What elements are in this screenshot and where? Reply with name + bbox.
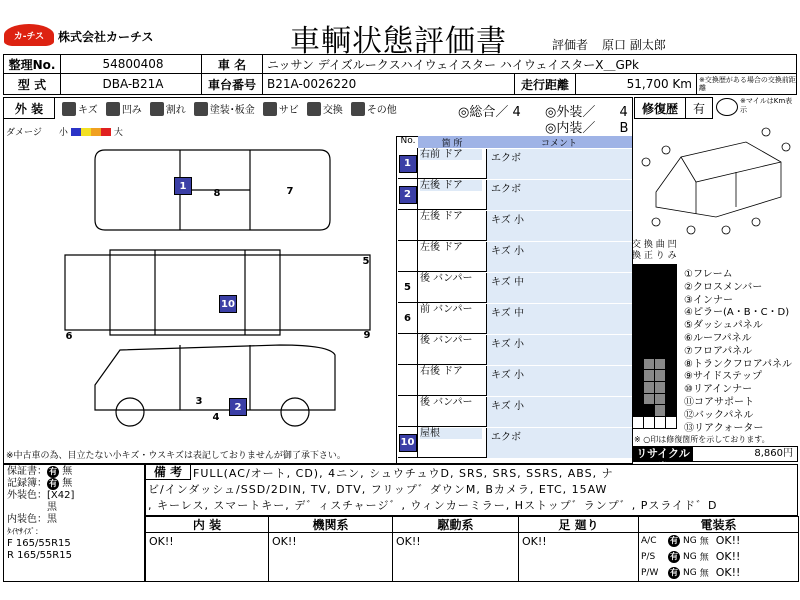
repair-grid-cell — [633, 276, 644, 288]
bottom-header: 機関系 — [268, 516, 393, 533]
repair-item: ⑥ルーフパネル — [684, 333, 752, 344]
yu-badge: 有 — [670, 535, 678, 545]
page-title: 車輌状態評価書 — [290, 24, 507, 59]
daiban-value: B21A-0026220 — [262, 73, 515, 95]
repair-col-labels: 交 換 曲 凹 換 正 り み — [632, 240, 677, 261]
comment-row — [398, 272, 632, 303]
gaiso-color-row: 外装色：[X42] — [7, 490, 75, 501]
comment-no: 9 — [399, 403, 417, 421]
repair-grid-cell — [655, 300, 666, 312]
repair-grid-cell — [655, 405, 666, 417]
evaluator-name: 原口 副太郎 — [602, 38, 666, 52]
shamei-value: ニッサン デイズルークスハイウェイスター ハイウェイスターX＿GPk — [262, 54, 797, 74]
repair-grid-cell — [655, 335, 666, 347]
comment-no: 8 — [399, 372, 417, 390]
yu-badge: 有 — [670, 567, 678, 577]
repair-item: ⑦フロアパネル — [684, 345, 753, 357]
repair-item: ⑧トランクフロアパネル — [684, 358, 792, 370]
repair-grid-cell — [666, 335, 677, 347]
elec-row — [641, 534, 740, 547]
tire-rear: R 165/55R15 — [7, 550, 72, 561]
replace-icon — [307, 102, 321, 116]
elec-row — [641, 550, 740, 563]
legend-sabi: サビ — [263, 101, 299, 116]
repair-grid-cell — [655, 288, 666, 300]
naiso-color-row: 内装色：黒 — [7, 514, 57, 525]
repair-grid-cell — [655, 416, 666, 428]
repair-grid-cell — [666, 358, 677, 370]
repair-grid-cell — [655, 276, 666, 288]
comment-row — [398, 365, 632, 396]
repair-grid-cell — [633, 335, 644, 347]
elec-value: OK!! — [715, 534, 741, 547]
mu-label: 無 — [699, 553, 709, 563]
comment-no: 3 — [399, 217, 417, 235]
repair-grid-cell — [644, 265, 655, 277]
repair-grid-cell — [633, 265, 644, 277]
comment-row — [398, 210, 632, 241]
damage-marker: 1 — [174, 177, 192, 195]
scratch-icon — [62, 102, 76, 116]
repair-grid-cell — [633, 346, 644, 358]
bottom-header: 駆動系 — [392, 516, 519, 533]
comment-text: エクボ — [486, 149, 632, 179]
comment-part: 後 バンパー — [420, 273, 473, 284]
legend-ware: 割れ — [150, 101, 186, 116]
repair-grid-cell — [644, 346, 655, 358]
damage-color-swatch — [91, 128, 101, 136]
evaluator-label: 評価者 — [552, 38, 589, 52]
damage-marker: 2 — [229, 398, 247, 416]
comment-row — [398, 179, 632, 210]
comment-part: 右前 ドア — [420, 149, 482, 160]
damage-color-swatch — [101, 128, 111, 136]
biko-line1: FULL(AC/オート, CD), 4ニン, シュウチュウD, SRS, SRS, SSRS, ABS, ナ — [193, 467, 614, 480]
biko-label: 備 考 — [145, 464, 191, 480]
repair-note: ※ ○印は修復箇所を示しております。 — [634, 435, 770, 444]
elec-key: P/W — [641, 567, 659, 578]
paint-icon — [194, 102, 208, 116]
damage-marker: 8 — [208, 184, 226, 202]
comment-part: 屋根 — [420, 428, 482, 439]
repair-grid-cell — [666, 265, 677, 277]
repair-grid-cell — [633, 300, 644, 312]
bottom-header: 足 廻り — [518, 516, 639, 533]
car-plan-view — [65, 250, 370, 335]
damage-marker: 9 — [358, 326, 376, 344]
small-scratch-note: ※中古車の為、目立たない小キズ・ウスキズは表記しておりませんが御了承下さい。 — [6, 451, 346, 461]
comment-part: 左後 ドア — [420, 180, 482, 191]
damage-marker: 6 — [60, 327, 78, 345]
sogo-score: ◎総合／ 4 — [458, 105, 521, 120]
elec-value: OK!! — [715, 566, 741, 579]
comment-no: 4 — [399, 248, 417, 266]
hosho-row: 保証書： 有 無 — [7, 466, 73, 477]
repair-grid-cell — [633, 405, 644, 417]
bottom-header: 電装系 — [638, 516, 799, 533]
shufuku-value: 有 — [685, 97, 713, 119]
repair-grid-cell — [644, 381, 655, 393]
repair-grid-cell — [655, 265, 666, 277]
repair-grid-cell — [633, 381, 644, 393]
biko-line2: ビ/インダッシュ/SSD/2DIN, TV, DTV, フリップ゛ダウンM, Bカメラ, ETC, 15AW — [148, 483, 608, 496]
kiroku-row: 記録簿： 有 無 — [7, 478, 73, 489]
legend-sonota: その他 — [351, 101, 397, 116]
katashiki-value: DBA-B21A — [60, 73, 202, 95]
tire-label: ﾀｲﾔｻｲｽﾞ： — [7, 527, 43, 536]
repair-grid-cell — [644, 393, 655, 405]
comment-no: 2 — [399, 186, 417, 204]
elec-key: A/C — [641, 535, 657, 546]
repair-grid-cell — [666, 405, 677, 417]
repair-grid-cell — [655, 311, 666, 323]
damage-color-swatch — [71, 128, 81, 136]
bottom-cell: OK!! — [145, 532, 269, 582]
repair-item: ③インナー — [684, 294, 733, 306]
elec-key: P/S — [641, 551, 656, 562]
repair-grid-cell — [655, 358, 666, 370]
company-logo: カ-チス — [4, 24, 54, 46]
repair-item: ⑬リアクォーター — [684, 422, 764, 434]
ng-label: NG — [683, 535, 697, 546]
repair-item: ⑫バックパネル — [684, 409, 754, 421]
damage-color-swatch — [81, 128, 91, 136]
repair-grid-cell — [633, 370, 644, 382]
comment-no: 1 — [399, 155, 417, 173]
elec-row — [641, 566, 740, 579]
katashiki-label: 型 式 — [3, 73, 61, 95]
repair-grid-cell — [644, 300, 655, 312]
repair-grid-cell — [644, 311, 655, 323]
comment-row — [398, 241, 632, 272]
rust-icon — [263, 102, 277, 116]
repair-grid-cell — [655, 370, 666, 382]
repair-grid-cell — [655, 346, 666, 358]
repair-grid-cell — [644, 405, 655, 417]
comment-text: キズ 中 — [486, 304, 632, 334]
side-info — [3, 464, 145, 582]
comment-part: 前 バンパー — [420, 304, 473, 315]
seiri-label: 整理No. — [3, 54, 61, 74]
repair-grid-cell — [666, 370, 677, 382]
soko-value: 51,700 Km — [575, 73, 697, 95]
repair-grid-cell — [644, 323, 655, 335]
bottom-header: 内 装 — [145, 516, 269, 533]
dent-icon — [106, 102, 120, 116]
repair-item: ④ピラー(A・B・C・D) — [684, 307, 790, 319]
car-icon — [716, 98, 738, 116]
repair-grid-cell — [666, 416, 677, 428]
gaiso-color: 黒 — [47, 502, 57, 513]
soko-note: ※交換歴がある場合の交換前距離 — [696, 73, 797, 95]
comment-part: 後 バンパー — [420, 397, 473, 408]
repair-item: ⑩リアインナー — [684, 384, 753, 396]
damage-marker: 10 — [219, 295, 237, 313]
soko-label: 走行距離 — [514, 73, 576, 95]
comment-row — [398, 427, 632, 458]
repair-grid-cell — [666, 276, 677, 288]
mu-label: 無 — [699, 537, 709, 547]
damage-legend — [62, 101, 405, 116]
recycle-box: リサイクル券 8,860円 — [632, 446, 798, 462]
comment-text: キズ 小 — [486, 335, 632, 365]
repair-item: ⑪コアサポート — [684, 397, 754, 408]
comment-text: キズ 中 — [486, 273, 632, 303]
other-icon — [351, 102, 365, 116]
repair-grid-cell — [666, 323, 677, 335]
repair-grid-cell — [666, 288, 677, 300]
comment-text: エクボ — [486, 428, 632, 458]
comment-row — [398, 303, 632, 334]
exterior-label: 外 装 — [3, 97, 55, 119]
comment-part: 左後 ドア — [420, 211, 463, 222]
legend-kizu: キズ — [62, 101, 98, 116]
comment-row — [398, 334, 632, 365]
comment-part: 右後 ドア — [420, 366, 463, 377]
repair-grid-cell — [666, 393, 677, 405]
comment-row — [398, 148, 632, 179]
comment-no: 7 — [399, 341, 417, 359]
repair-grid-cell — [644, 358, 655, 370]
repair-grid — [632, 264, 677, 429]
shamei-label: 車 名 — [201, 54, 263, 74]
repair-grid-cell — [644, 276, 655, 288]
repair-grid-cell — [655, 381, 666, 393]
repair-grid-cell — [633, 311, 644, 323]
repair-grid-cell — [666, 346, 677, 358]
repair-item: ①フレーム — [684, 269, 733, 280]
repair-grid-cell — [633, 393, 644, 405]
comment-text: エクボ — [486, 180, 632, 210]
yu-badge: 有 — [670, 551, 678, 561]
company-name: 株式会社カーチス — [58, 30, 154, 44]
mile-note: ※マイルはKm表示 — [740, 97, 793, 114]
crack-icon — [150, 102, 164, 116]
repair-grid-cell — [644, 370, 655, 382]
bottom-cell: OK!! — [392, 532, 519, 582]
damage-scale: ダメージ 小 大 — [6, 128, 123, 138]
bottom-cell: OK!! — [268, 532, 393, 582]
comment-no: 10 — [399, 434, 417, 452]
repair-item: ⑨サイドステップ — [684, 371, 762, 383]
repair-grid-cell — [666, 300, 677, 312]
daiban-label: 車台番号 — [201, 73, 263, 95]
legend-hekomi: 凹み — [106, 101, 142, 116]
repair-grid-cell — [666, 311, 677, 323]
repair-diagram — [636, 122, 796, 237]
repair-grid-cell — [633, 288, 644, 300]
seiri-value: 54800408 — [60, 54, 202, 74]
comment-text: キズ 小 — [486, 366, 632, 396]
gaiso-score: ◎外装／ 4 — [545, 105, 628, 120]
legend-toso: 塗装･板金 — [194, 101, 255, 116]
repair-grid-cell — [666, 381, 677, 393]
naiso-score: ◎内装／ B — [545, 121, 629, 136]
repair-grid-cell — [655, 393, 666, 405]
damage-marker: 5 — [357, 252, 375, 270]
repair-grid-cell — [633, 358, 644, 370]
repair-grid-cell — [644, 335, 655, 347]
repair-item: ②クロスメンバー — [684, 281, 763, 293]
comment-row — [398, 396, 632, 427]
comment-text: キズ 小 — [486, 397, 632, 427]
damage-marker: 7 — [281, 182, 299, 200]
ng-label: NG — [683, 551, 697, 562]
repair-grid-cell — [644, 288, 655, 300]
comment-part: 左後 ドア — [420, 242, 463, 253]
comment-header: No. 箇 所 コメント — [398, 136, 632, 148]
shufuku-label: 修復歴 — [634, 97, 686, 119]
repair-grid-cell — [644, 416, 655, 428]
ng-label: NG — [683, 567, 697, 578]
damage-marker: 3 — [190, 392, 208, 410]
tire-front: F 165/55R15 — [7, 538, 71, 549]
bottom-cell: OK!! — [518, 532, 639, 582]
damage-marker: 4 — [207, 408, 225, 426]
comment-part: 後 バンパー — [420, 335, 473, 346]
biko-line3: , キーレス, スマートキー, デ゛ィスチャージ゛, ウィンカーミラー, Hストップ゛ランプ゛, Pスライド゛D — [148, 499, 718, 512]
comment-text: キズ 小 — [486, 211, 632, 241]
comment-text: キズ 小 — [486, 242, 632, 272]
repair-item: ⑤ダッシュパネル — [684, 320, 763, 332]
elec-value: OK!! — [715, 550, 741, 563]
comment-no: 6 — [399, 310, 417, 328]
repair-grid-cell — [633, 416, 644, 428]
legend-koukan: 交換 — [307, 101, 343, 116]
repair-grid-cell — [655, 323, 666, 335]
repair-grid-cell — [633, 323, 644, 335]
comment-no: 5 — [399, 279, 417, 297]
mu-label: 無 — [699, 569, 709, 579]
